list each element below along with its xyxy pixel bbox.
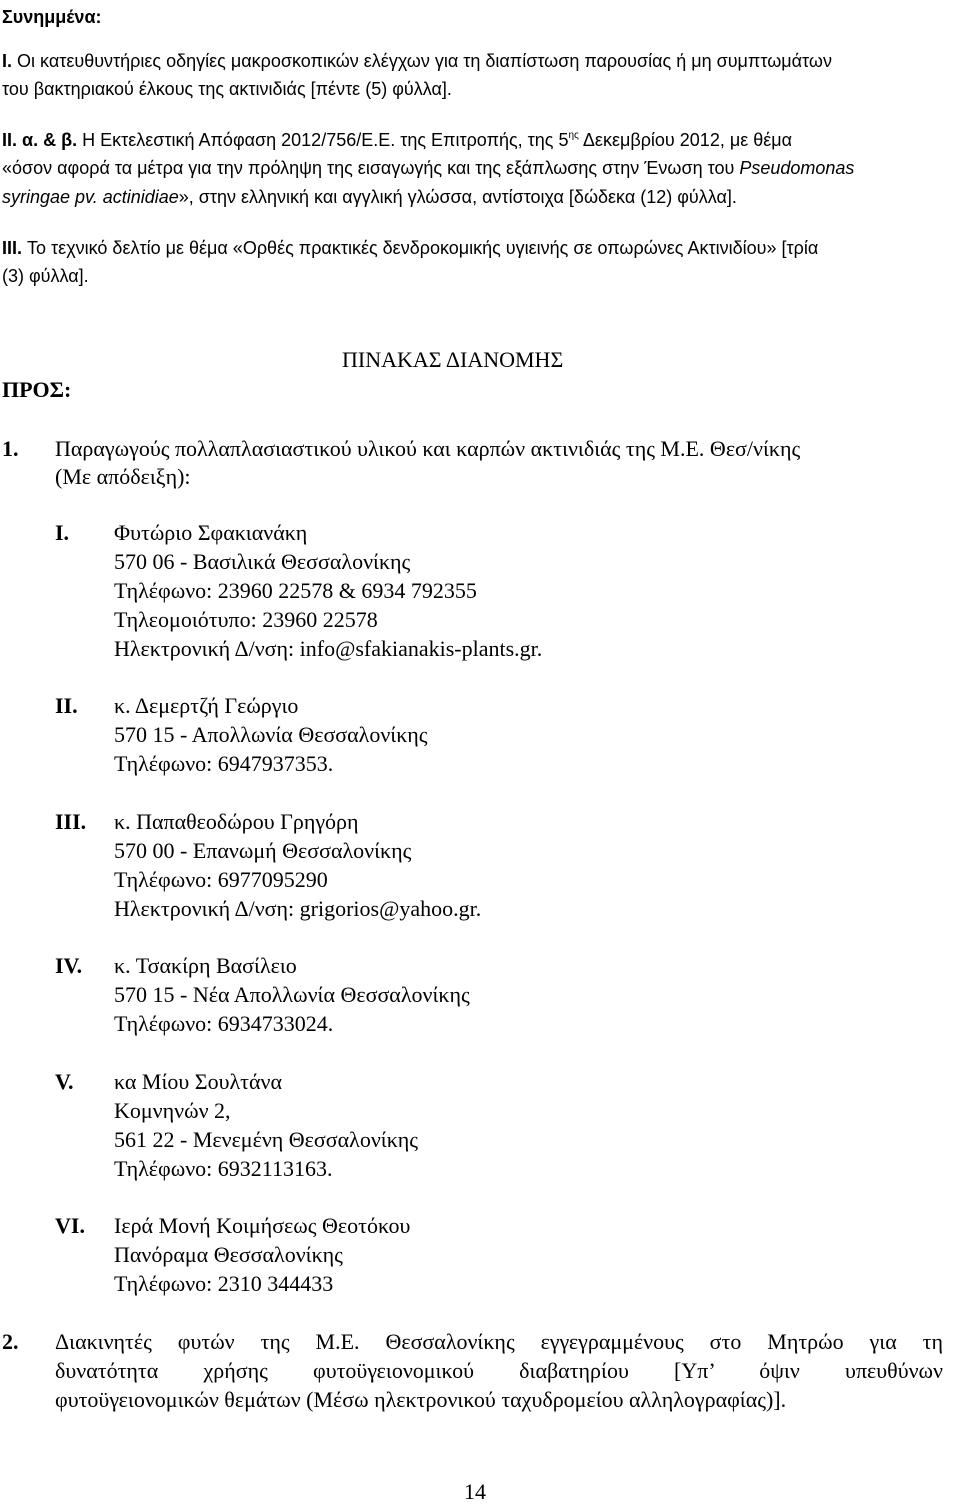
recipient-5-line: 561 22 - Μενεμένη Θεσσαλονίκης: [114, 1127, 419, 1152]
recipient-1-numeral: I.: [55, 520, 70, 545]
recipient-1-line: Φυτώριο Σφακιανάκη: [114, 520, 308, 545]
attachment-item-3-label: III.: [2, 238, 23, 258]
recipient-5-line: Κομνηνών 2,: [114, 1098, 231, 1123]
recipient-6-numeral: VI.: [55, 1213, 85, 1238]
attachment-item-2-sup: ης: [568, 130, 579, 141]
recipient-2-line: 570 15 - Απολλωνία Θεσσαλονίκης: [114, 722, 428, 747]
attachment-item-2-line1: [2, 127, 792, 153]
section-1-line2: (Με απόδειξη):: [55, 464, 191, 489]
section-2-number: 2.: [2, 1329, 19, 1354]
recipient-2-numeral: II.: [55, 693, 78, 718]
recipient-1-line: Ηλεκτρονική Δ/νση: info@sfakianakis-plants.gr.: [114, 636, 543, 661]
recipient-6-line: Πανόραμα Θεσσαλονίκης: [114, 1242, 343, 1267]
recipient-1-line: 570 06 - Βασιλικά Θεσσαλονίκης: [114, 549, 411, 574]
recipient-2-line: κ. Δεμερτζή Γεώργιο: [114, 693, 299, 718]
attachments-heading: Συνημμένα:: [2, 7, 102, 27]
recipient-6-line: Ιερά Μονή Κοιμήσεως Θεοτόκου: [114, 1213, 411, 1238]
section-2-line2: δυνατότητα χρήσης φυτοϋγειονομικού διαβατηρίου [Υπ’ όψιν υπευθύνων: [55, 1358, 943, 1383]
attachment-item-1-text1: Οι κατευθυντήριες οδηγίες μακροσκοπικών ελέγχων για τη διαπίστωση παρουσίας ή μη συμπτωμάτων: [17, 51, 832, 71]
distribution-title: ΠΙΝΑΚΑΣ ΔΙΑΝΟΜΗΣ: [342, 347, 564, 372]
attachment-item-2-italic1: Pseudomonas: [739, 158, 855, 178]
recipient-2-line: Τηλέφωνο: 6947937353.: [114, 751, 334, 776]
recipient-4-line: 570 15 - Νέα Απολλωνία Θεσσαλονίκης: [114, 982, 470, 1007]
attachment-item-2-text2: «όσον αφορά τα μέτρα για την πρόληψη της εισαγωγής και της εξάπλωσης στην Ένωση του: [2, 158, 735, 178]
attachment-item-1-line1: [2, 48, 832, 74]
attachment-item-3-line2: (3) φύλλα].: [2, 266, 89, 286]
recipient-5-line: Τηλέφωνο: 6932113163.: [114, 1156, 333, 1181]
attachment-item-1-line2: του βακτηριακού έλκους της ακτινιδιάς [πέντε (5) φύλλα].: [2, 79, 452, 99]
attachment-item-2-text1a: Η Εκτελεστική Απόφαση 2012/756/Ε.Ε. της Επιτροπής, της 5: [82, 130, 569, 150]
attachment-item-2-line3: [2, 184, 737, 210]
recipient-4-numeral: IV.: [55, 953, 83, 978]
attachment-item-2-sub: α. & β.: [22, 130, 78, 150]
attachment-item-1-label: I.: [2, 51, 13, 71]
recipient-4-line: κ. Τσακίρη Βασίλειο: [114, 953, 297, 978]
attachment-item-2-line2: [2, 155, 854, 181]
section-2-line3: φυτοϋγειονομικών θεμάτων (Μέσω ηλεκτρονικού ταχυδρομείου αλληλογραφίας)].: [55, 1387, 787, 1412]
attachment-item-2-text3: », στην ελληνική και αγγλική γλώσσα, αντίστοιχα [δώδεκα (12) φύλλα].: [178, 187, 737, 207]
attachment-item-3-text1: Το τεχνικό δελτίο με θέμα «Ορθές πρακτικές δενδροκομικής υγιεινής σε οπωρώνες Ακτινιδίου» [τρία: [27, 238, 819, 258]
recipient-1-line: Τηλέφωνο: 23960 22578 & 6934 792355: [114, 578, 477, 603]
section-1-line1: Παραγωγούς πολλαπλασιαστικού υλικού και καρπών ακτινιδιάς της Μ.Ε. Θεσ/νίκης: [55, 436, 801, 461]
recipient-6-line: Τηλέφωνο: 2310 344433: [114, 1271, 334, 1296]
attachment-item-3-line1: [2, 235, 818, 261]
attachment-item-2-label: II.: [2, 130, 18, 150]
recipient-5-line: κα Μίου Σουλτάνα: [114, 1069, 282, 1094]
recipient-4-line: Τηλέφωνο: 6934733024.: [114, 1011, 334, 1036]
recipient-3-numeral: III.: [55, 809, 87, 834]
attachment-item-2-italic2: syringae pv. actinidiae: [2, 187, 179, 207]
recipient-3-line: 570 00 - Επανωμή Θεσσαλονίκης: [114, 838, 412, 863]
page-number: 14: [464, 1479, 486, 1504]
attachment-item-2-text1b: Δεκεμβρίου 2012, με θέμα: [582, 130, 793, 150]
recipient-1-line: Τηλεομοιότυπο: 23960 22578: [114, 607, 378, 632]
section-2-line1: Διακινητές φυτών της Μ.Ε. Θεσσαλονίκης εγγεγραμμένους στο Μητρώο για τη: [55, 1329, 943, 1354]
section-1-number: 1.: [2, 436, 19, 461]
recipient-3-line: Τηλέφωνο: 6977095290: [114, 867, 328, 892]
to-label: ΠΡΟΣ:: [2, 377, 72, 402]
recipient-5-numeral: V.: [55, 1069, 74, 1094]
recipient-3-line: κ. Παπαθεοδώρου Γρηγόρη: [114, 809, 359, 834]
recipient-3-line: Ηλεκτρονική Δ/νση: grigorios@yahoo.gr.: [114, 896, 482, 921]
